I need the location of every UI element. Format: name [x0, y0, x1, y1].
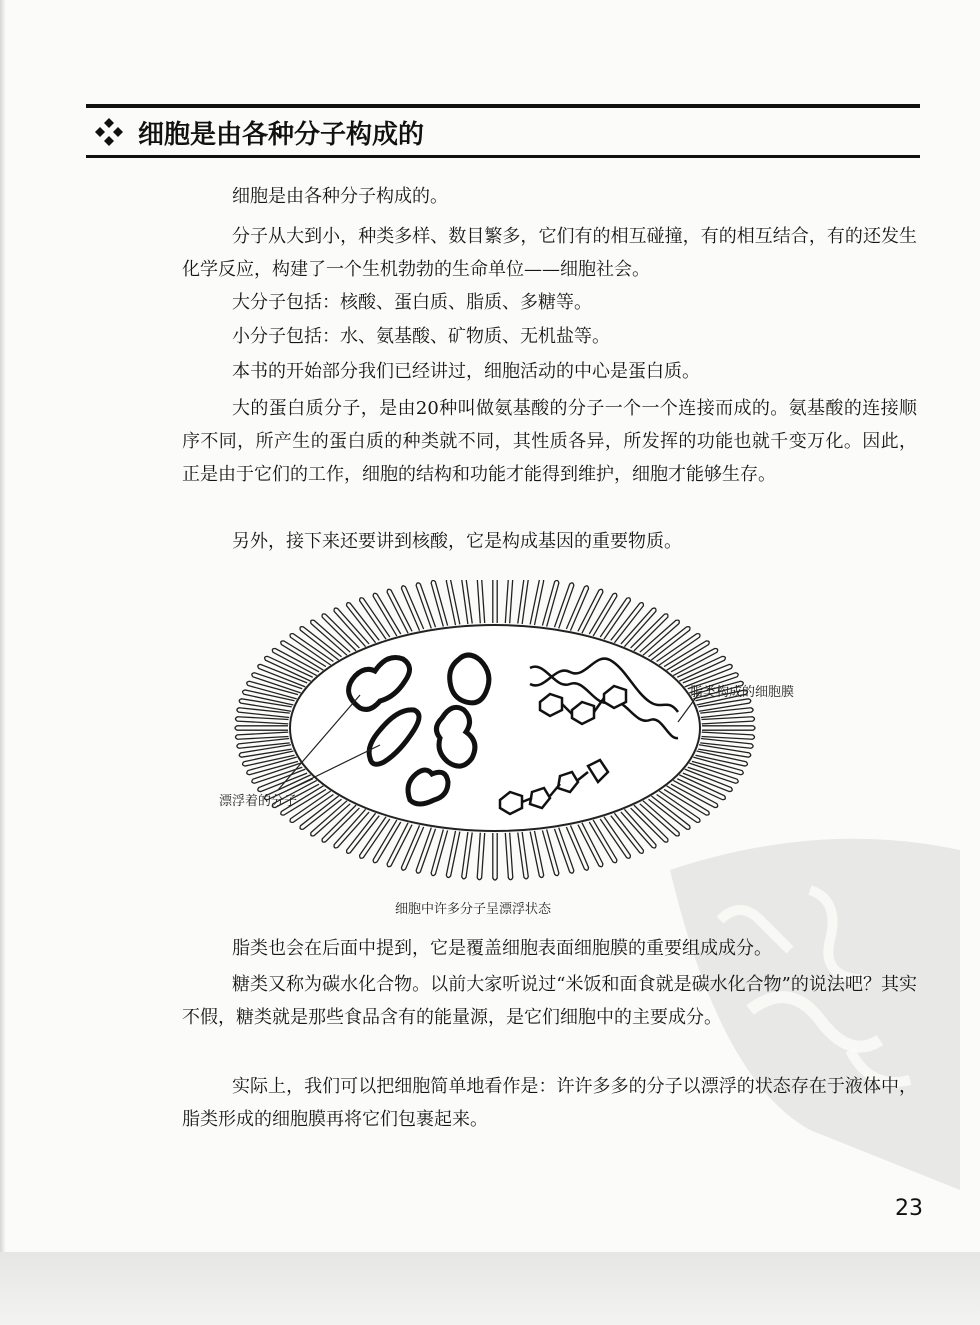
lipid-molecule	[235, 726, 288, 730]
paragraph-5: 本书的开始部分我们已经讲过，细胞活动的中心是蛋白质。	[232, 361, 700, 382]
lipid-molecule	[493, 833, 497, 880]
molecule-blob-2	[450, 655, 489, 703]
diamond-bullet-icon	[94, 117, 124, 147]
scan-bottom-band	[0, 1252, 980, 1325]
title-rule-bottom	[86, 155, 920, 158]
label-lipid-membrane: 脂类构成的细胞膜	[690, 685, 795, 700]
cell-interior	[290, 625, 700, 831]
lipid-molecule	[360, 817, 390, 859]
lipid-molecule	[235, 732, 288, 739]
paragraph-6: 大的蛋白质分子，是由20种叫做氨基酸的分子一个一个连接而成的。氨基酸的连接顺序不同，所产生的蛋白质的种类就不同，其性质各异，所发挥的功能也就千变万化。因此，正是由于它们的工作，细胞的结构和功能才能得到维护，细胞才能够生存。	[182, 398, 917, 485]
lipid-molecule	[401, 586, 423, 631]
lipid-molecule	[493, 580, 497, 623]
lipid-molecule	[239, 699, 292, 711]
cell-diagram	[210, 580, 800, 900]
lipid-molecule	[239, 745, 292, 757]
lipid-molecule	[530, 831, 544, 878]
lipid-molecule	[702, 726, 755, 730]
lipid-molecule	[462, 580, 473, 624]
paragraph-8: 脂类也会在后面中提到，它是覆盖细胞表面细胞膜的重要组成成分。	[232, 938, 772, 959]
lipid-molecule	[431, 580, 447, 626]
label-floating-molecules: 漂浮着的分子	[219, 794, 298, 809]
lipid-molecule	[518, 832, 529, 879]
lipid-molecule	[600, 598, 630, 640]
lipid-molecule	[566, 825, 588, 870]
lipid-molecule	[701, 732, 754, 739]
paragraph-9: 糖类又称为碳水化合物。以前大家听说过“米饭和面食就是碳水化合物”的说法吧？其实不假，糖类就是那些食品含有的能量源，是它们细胞中的主要成分。	[182, 974, 917, 1028]
lipid-molecule	[600, 817, 630, 859]
lipid-molecule	[431, 829, 447, 875]
paragraph-4: 小分子包括：水、氨基酸、矿物质、无机盐等。	[232, 326, 610, 347]
lipid-molecule	[505, 833, 512, 880]
lipid-molecule	[530, 580, 544, 625]
lipid-molecule	[542, 580, 558, 626]
figure-caption: 细胞中许多分子呈漂浮状态	[395, 902, 552, 917]
lipid-molecule	[477, 833, 484, 880]
section-header	[94, 110, 794, 154]
lipid-molecule	[566, 586, 588, 631]
paragraph-7: 另外，接下来还要讲到核酸，它是构成基因的重要物质。	[232, 531, 682, 552]
molecule-blob-5	[408, 770, 448, 804]
lipid-molecule	[235, 717, 288, 724]
lipid-molecule	[446, 831, 460, 878]
title-rule-top	[86, 104, 920, 108]
page-edge-shadow	[0, 0, 6, 1252]
paragraph-2: 分子从大到小，种类多样、数目繁多，它们有的相互碰撞，有的相互结合，有的还发生化学反应，构建了一个生机勃勃的生命单位——细胞社会。	[182, 226, 917, 280]
paragraph-1: 细胞是由各种分子构成的。	[232, 186, 448, 207]
lipid-molecule	[446, 580, 460, 625]
lipid-molecule	[401, 825, 423, 870]
paragraph-3: 大分子包括：核酸、蛋白质、脂质、多糖等。	[232, 292, 592, 313]
lipid-molecule	[542, 829, 558, 875]
lipid-molecule	[698, 745, 751, 757]
lipid-molecule	[698, 699, 751, 711]
lipid-molecule	[462, 832, 473, 879]
lipid-molecule	[518, 580, 529, 624]
lipid-molecule	[701, 717, 754, 724]
lipid-molecule	[477, 580, 484, 623]
lipid-molecule	[505, 580, 512, 623]
page-number: 23	[895, 1196, 923, 1221]
molecule-blob-4	[436, 707, 474, 766]
paragraph-10: 实际上，我们可以把细胞简单地看作是：许许多多的分子以漂浮的状态存在于液体中，脂类形成的细胞膜再将它们包裹起来。	[182, 1076, 917, 1130]
lipid-molecule	[360, 598, 390, 640]
section-title: 细胞是由各种分子构成的	[138, 119, 425, 150]
